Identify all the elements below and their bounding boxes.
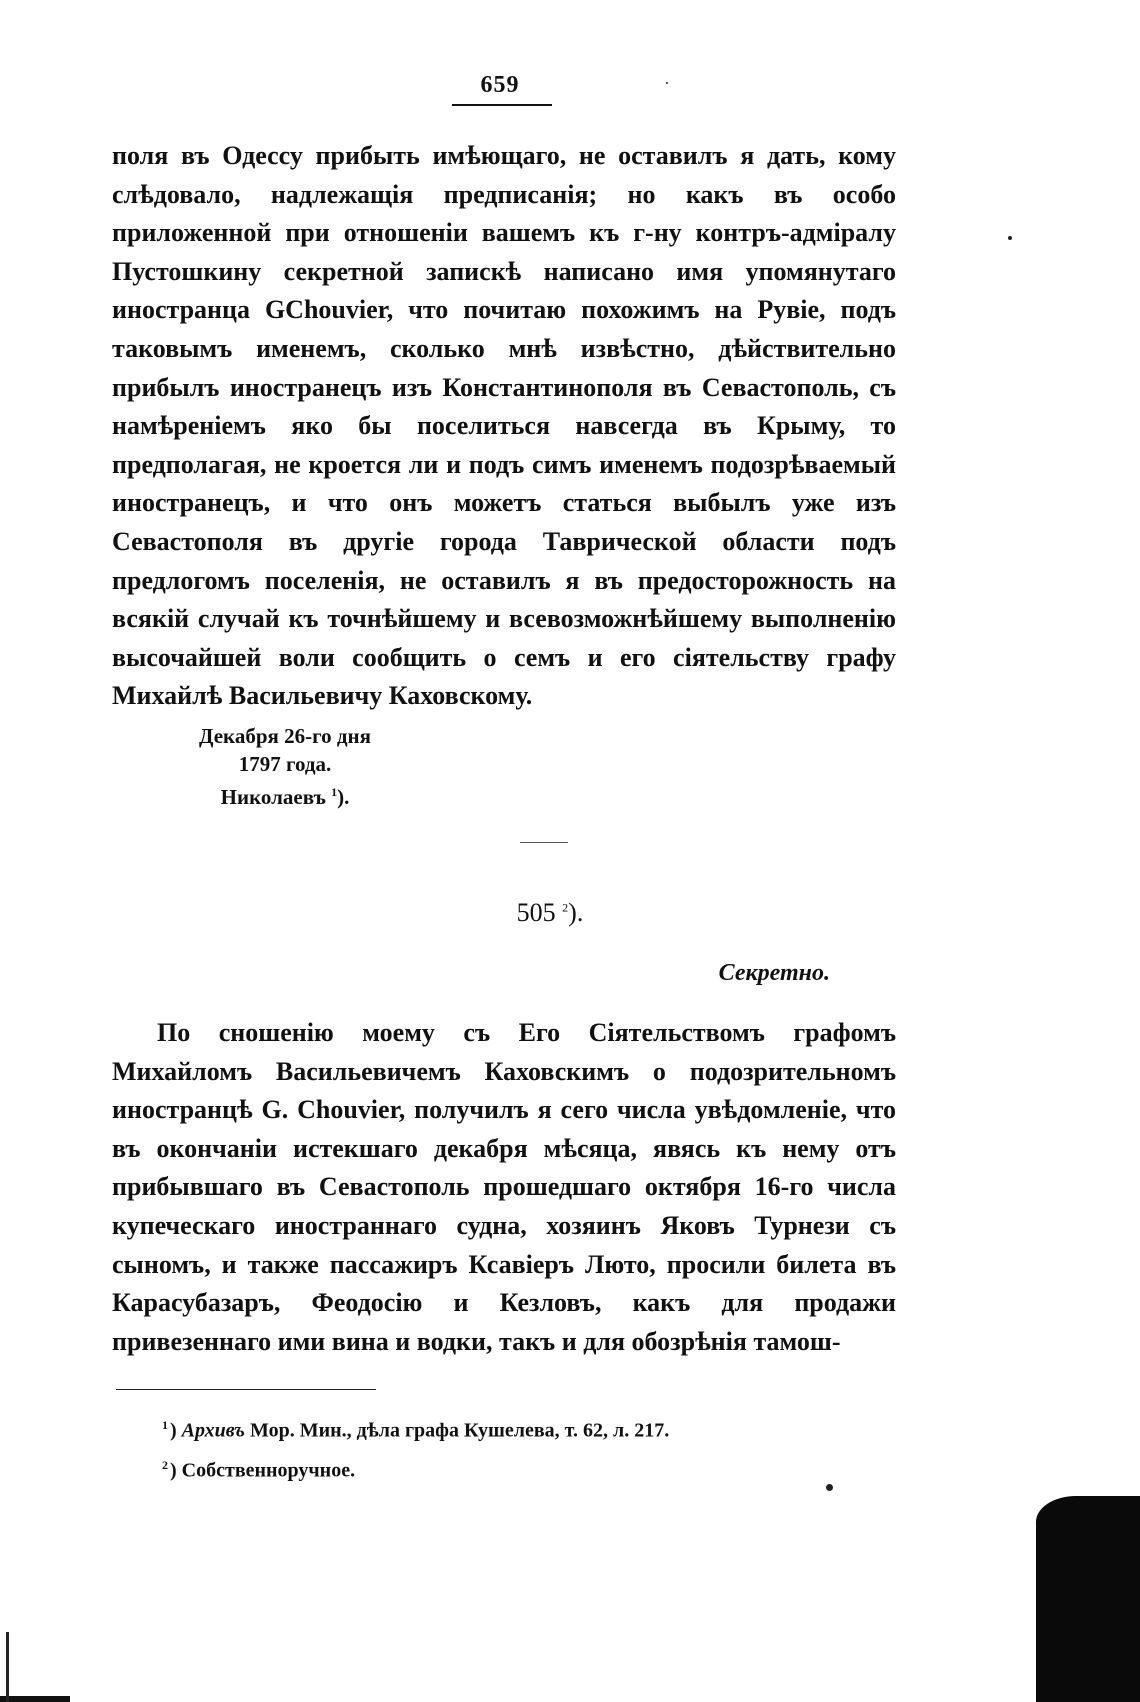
- document-number: [400, 898, 700, 928]
- footnote-2: [162, 1448, 862, 1488]
- document-number-closing: ).: [568, 898, 584, 927]
- footnote-ref-1: 1: [331, 785, 338, 799]
- footnote-1-source: Архивъ: [181, 1419, 245, 1442]
- place-name: Николаевъ: [220, 785, 326, 809]
- footnote-1-mark: 1: [162, 1418, 168, 1432]
- date-line: Декабря 26-го дня: [199, 724, 371, 748]
- footnote-1: [162, 1408, 862, 1448]
- footnote-2-mark: 2: [162, 1457, 168, 1472]
- footnote-2-closing: ): [170, 1459, 177, 1482]
- body-paragraph-1: поля въ Одессу прибыть имѣющаго, не оставилъ я дать, кому слѣдовало, надлежащія предписанія; но какъ въ особо приложенной при отношеніи вашемъ къ г-ну контръ-адміралу Пустошкину секретной запискѣ написано имя упомянутаго иностранца GChouvier, что почитаю похожимъ на Рувіе, подъ таковымъ именемъ, сколько мнѣ извѣстно, дѣйствительно прибылъ иностранецъ изъ Константинополя въ Севастополь, съ намѣреніемъ яко бы поселиться навсегда въ Крыму, то предполагая, не кроется ли и подъ симъ именемъ подозрѣваемый иностранецъ, и что онъ можетъ статься выбылъ уже изъ Севастополя въ другіе города Таврической области подъ предлогомъ поселенія, не оставилъ я въ предосторожность на всякій случай къ точнѣйшему и всевозможнѣйшему выполненію высочайшей воли сообщить о семъ и его сіятельству графу Михайлѣ Васильевичу Каховскому.: [112, 141, 896, 711]
- footnote-1-text: Мор. Мин., дѣла графа Кушелева, т. 62, л. 217.: [249, 1419, 670, 1442]
- year-line: 1797 года.: [238, 752, 332, 776]
- footnote-divider: [116, 1389, 376, 1390]
- date-signature-block: [175, 722, 395, 811]
- footnote-2-text: Собственноручное.: [181, 1459, 356, 1482]
- footnote-ref-2: 2: [562, 900, 569, 915]
- place-closing: ).: [337, 785, 350, 809]
- scan-artifact-corner: [0, 1696, 70, 1702]
- scan-speck: [666, 82, 668, 84]
- document-number-value: 505: [516, 898, 556, 927]
- footnotes: [162, 1408, 862, 1487]
- page-number: 659: [480, 72, 520, 98]
- page-number-underline: [452, 104, 552, 106]
- scan-artifact-blot: [1036, 1496, 1140, 1702]
- footnote-1-closing: ): [170, 1419, 177, 1442]
- body-paragraph-2: По сношенію моему съ Его Сіятельствомъ графомъ Михайломъ Васильевичемъ Каховскимъ о подозрительномъ иностранцѣ G. Chouvier, получилъ я сего числа увѣдомленіе, что въ окончаніи истекшаго декабря мѣсяца, явясь къ нему отъ прибывшаго въ Севастополь прошедшаго октября 16-го числа купеческаго иностраннаго судна, хозяинъ Яковъ Турнези съ сыномъ, и также пассажиръ Ксавіеръ Люто, просили билета въ Карасубазаръ, Феодосію и Кезловъ, какъ для продажи привезеннаго ими вина и водки, такъ и для обозрѣнія тамош-: [112, 1018, 896, 1356]
- section-separator: [520, 842, 568, 843]
- scan-artifact-edge: [6, 1632, 9, 1702]
- scan-speck: [826, 1484, 833, 1491]
- secrecy-label: Секретно.: [718, 960, 830, 986]
- scan-speck: [1008, 236, 1012, 240]
- place-line: [175, 778, 395, 811]
